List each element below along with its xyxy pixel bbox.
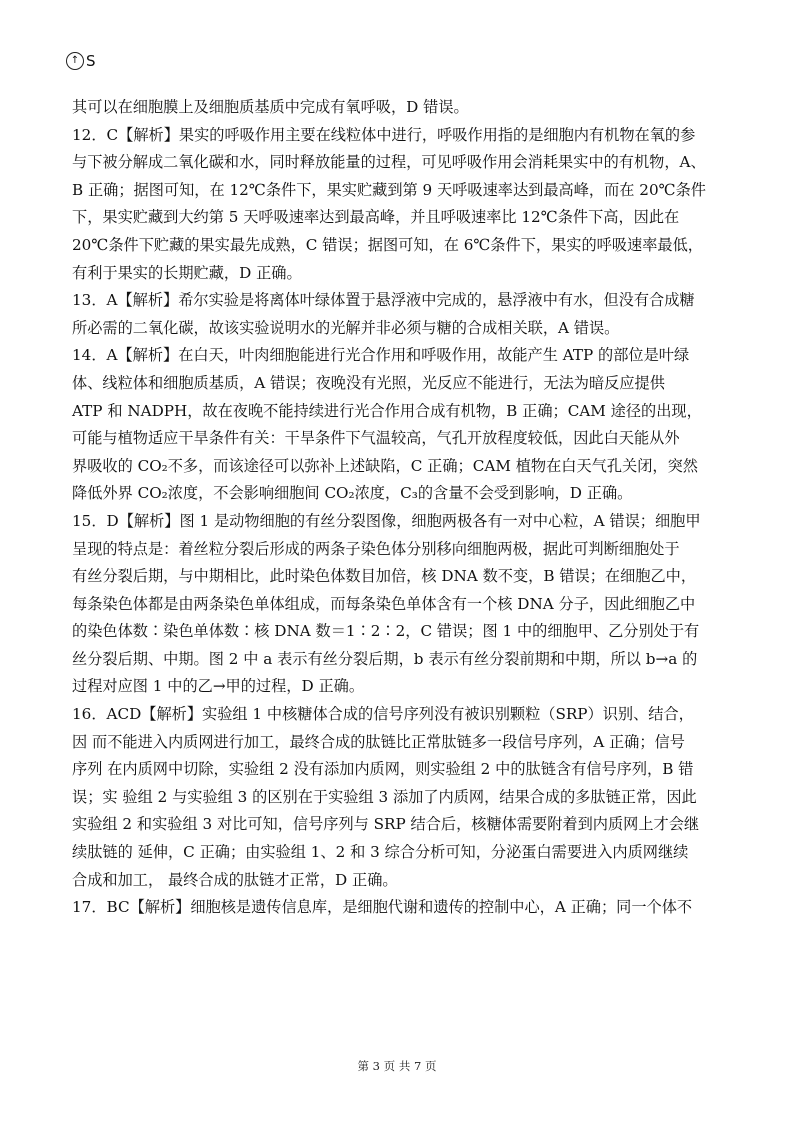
text-line: 呈现的特点是：着丝粒分裂后形成的两条子染色体分别移向细胞两极，据此可判断细胞处于 (72, 539, 680, 558)
text-line: 过程对应图 1 中的乙→甲的过程，D 正确。 (72, 677, 365, 696)
logo (66, 52, 96, 70)
text-line: 所必需的二氧化碳，故该实验说明水的光解并非必须与糖的合成相关联，A 错误。 (72, 318, 620, 337)
text-line: 续肽链的 延伸，C 正确；由实验组 1、2 和 3 综合分析可知，分泌蛋白需要进入内质网继续 (72, 843, 689, 862)
text-line: 降低外界 CO₂浓度，不会影响细胞间 CO₂浓度，C₃的含量不会受到影响，D 正确。 (72, 484, 633, 503)
text-line: 14．A【解析】在白天，叶肉细胞能进行光合作用和呼吸作用，故能产生 ATP 的部位是叶绿 (72, 346, 690, 365)
page-footer: 第 3 页 共 7 页 (357, 1059, 437, 1073)
logo-circle-icon: ↑ (66, 52, 84, 70)
text-line: B 正确；据图可知，在 12℃条件下，果实贮藏到第 9 天呼吸速率达到最高峰，而在 20℃条件 (72, 180, 706, 199)
text-line: 有利于果实的长期贮藏，D 正确。 (72, 263, 302, 282)
text-line: ATP 和 NADPH，故在夜晚不能持续进行光合作用合成有机物，B 正确；CAM 途径的出现， (72, 401, 702, 420)
text-line: 合成和加工， 最终合成的肽链才正常，D 正确。 (72, 870, 398, 889)
text-line: 12．C【解析】果实的呼吸作用主要在线粒体中进行，呼吸作用指的是细胞内有机物在氧的参 (72, 125, 696, 144)
text-line: 因 而不能进入内质网进行加工，最终合成的肽链比正常肽链多一段信号序列，A 正确；信号 (72, 732, 685, 751)
text-line: 序列 在内质网中切除，实验组 2 没有添加内质网，则实验组 2 中的肽链含有信号序列，B 错 (72, 760, 694, 779)
text-line: 13．A【解析】希尔实验是将离体叶绿体置于悬浮液中完成的，悬浮液中有水，但没有合成糖 (72, 291, 695, 310)
text-line: 其可以在细胞膜上及细胞质基质中完成有氧呼吸，D 错误。 (72, 98, 469, 116)
logo-letter: S (86, 52, 96, 70)
text-line: 体、线粒体和细胞质基质，A 错误；夜晚没有光照，光反应不能进行，无法为暗反应提供 (72, 373, 665, 392)
text-line: 下，果实贮藏到大约第 5 天呼吸速率达到最高峰，并且呼吸速率比 12℃条件下高，因此在 (72, 208, 680, 227)
text-line: 可能与植物适应干旱条件有关：干旱条件下气温较高，气孔开放程度较低，因此白天能从外 (72, 429, 680, 448)
text-line: 16．ACD【解析】实验组 1 中核糖体合成的信号序列没有被识别颗粒（SRP）识别、结合， (72, 705, 694, 724)
text-line: 15．D【解析】图 1 是动物细胞的有丝分裂图像，细胞两极各有一对中心粒，A 错误；细胞甲 (72, 511, 701, 530)
text-line: 每条染色体都是由两条染色单体组成，而每条染色单体含有一个核 DNA 分子，因此细胞乙中 (72, 594, 696, 613)
text-line: 误；实 验组 2 与实验组 3 的区别在于实验组 3 添加了内质网，结果合成的多肽链正常，因此 (72, 787, 697, 806)
text-line: 17．BC【解析】细胞核是遗传信息库，是细胞代谢和遗传的控制中心，A 正确；同一个体不 (72, 898, 693, 917)
text-line: 的染色体数∶染色单体数∶核 DNA 数＝1∶2∶2，C 错误；图 1 中的细胞甲、乙分别处于有 (72, 622, 700, 641)
text-line: 实验组 2 和实验组 3 对比可知，信号序列与 SRP 结合后，核糖体需要附着到内质网上才会继 (72, 815, 700, 834)
text-line: 与下被分解成二氧化碳和水，同时释放能量的过程，可见呼吸作用会消耗果实中的有机物，A、 (72, 153, 706, 172)
document-body (72, 94, 732, 922)
text-line: 20℃条件下贮藏的果实最先成熟，C 错误；据图可知，在 6℃条件下，果实的呼吸速率最低， (72, 235, 703, 254)
text-line: 丝分裂后期、中期。图 2 中 a 表示有丝分裂后期，b 表示有丝分裂前期和中期，所以 b→a 的 (72, 649, 698, 668)
text-line: 界吸收的 CO₂不多，而该途径可以弥补上述缺陷，C 正确；CAM 植物在白天气孔关闭，突然 (72, 456, 698, 475)
text-line: 有丝分裂后期，与中期相比，此时染色体数目加倍，核 DNA 数不变，B 错误；在细胞乙中， (72, 567, 697, 586)
